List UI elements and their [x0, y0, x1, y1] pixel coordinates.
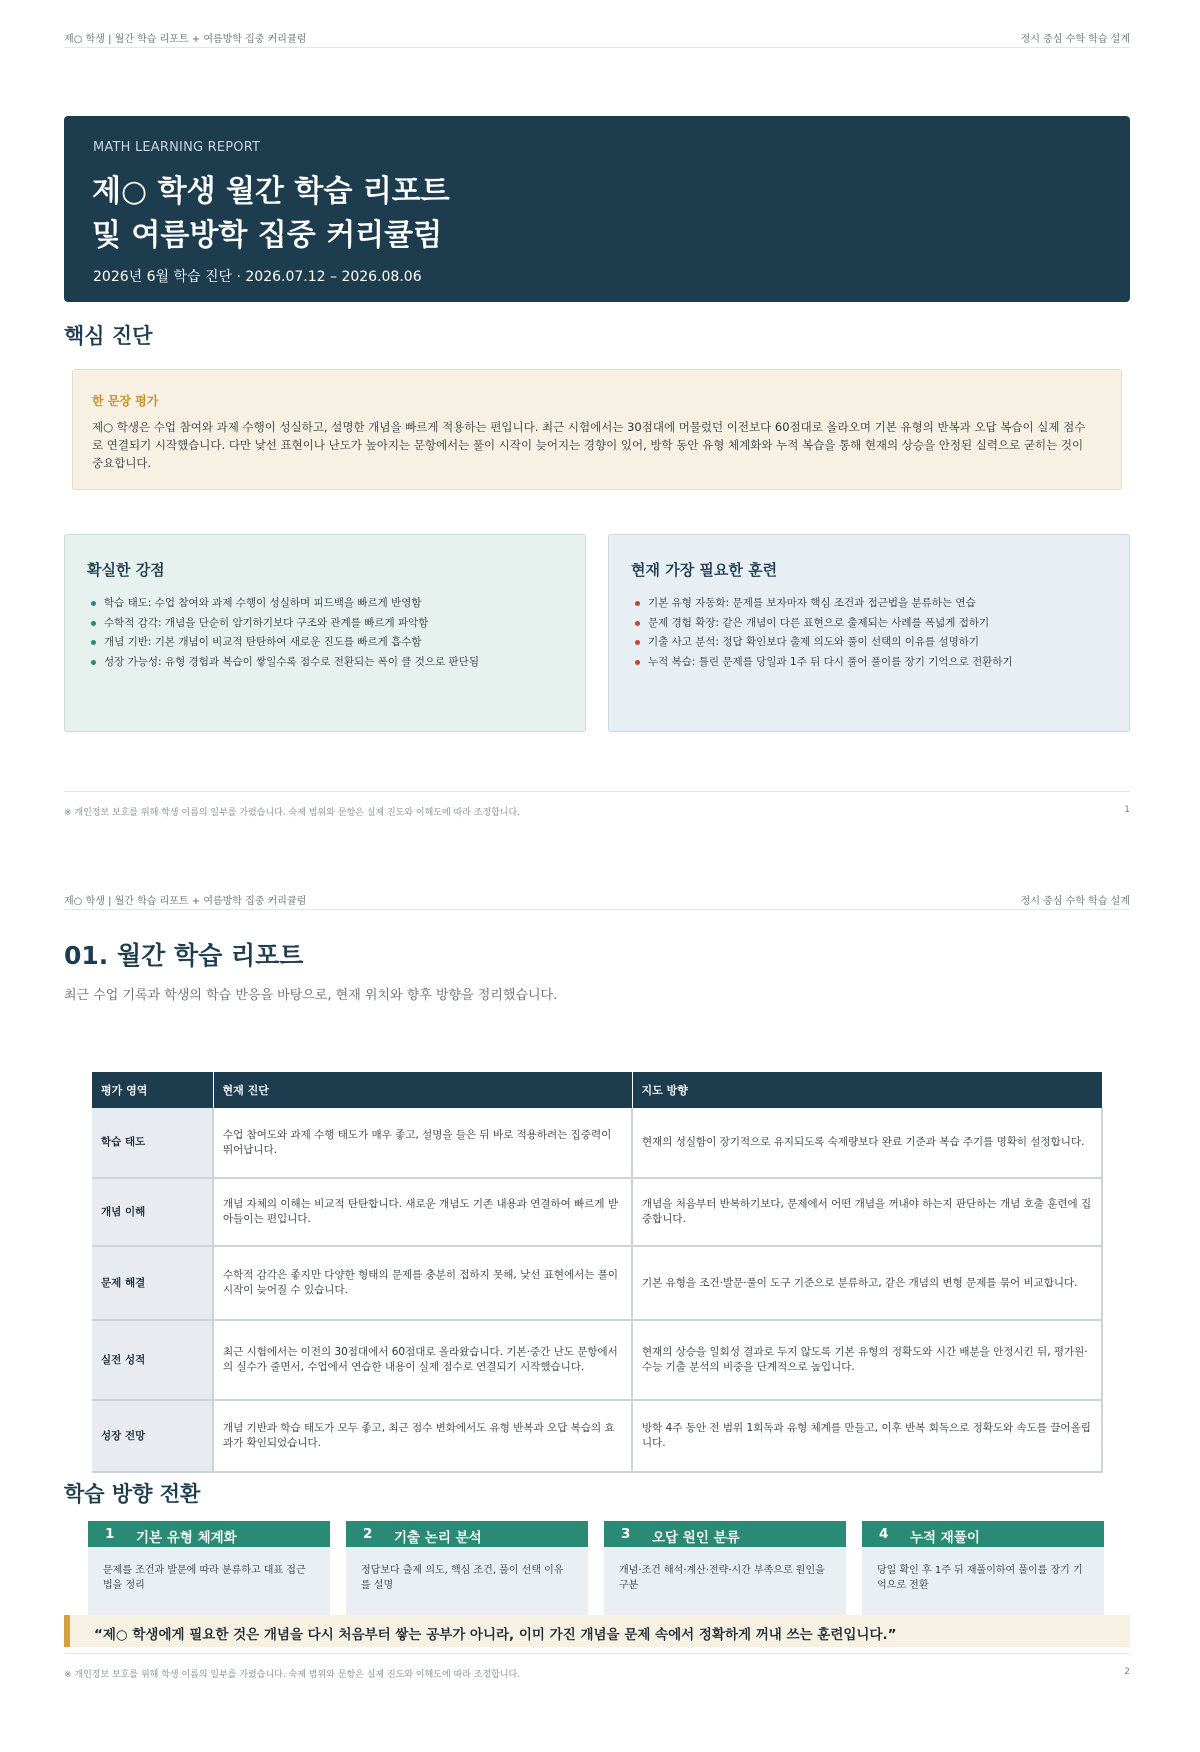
step-number: 2: [363, 1526, 373, 1542]
strength-text: 학습 태도: 수업 참여와 과제 수행이 성실하며 피드백을 빠르게 반영함: [104, 597, 422, 609]
strength-item: [91, 614, 571, 634]
column-header-area: 평가 영역: [92, 1072, 213, 1108]
table-row: [92, 1320, 1102, 1400]
strength-item: [91, 653, 571, 673]
strengths-list: [91, 594, 571, 672]
step-label: 기본 유형 체계화: [136, 1530, 237, 1546]
step-header: [88, 1521, 330, 1547]
diagnosis-cell: 수업 참여도와 과제 수행 태도가 매우 좋고, 설명을 들은 뒤 바로 적용하려는 집중력이 뛰어납니다.: [213, 1108, 632, 1178]
step-card-2: [346, 1521, 588, 1616]
bullet-dot-icon: [635, 621, 640, 626]
step-card-4: [862, 1521, 1104, 1616]
bullet-dot-icon: [91, 601, 96, 606]
bullet-dot-icon: [91, 640, 96, 645]
bullet-dot-icon: [635, 660, 640, 665]
privacy-note: ※ 개인정보 보호를 위해 학생 이름의 일부를 가렸습니다. 숙제 범위와 문항은 실제 진도와 이해도에 따라 조정합니다.: [64, 1670, 521, 1680]
hero-title-line-1: 제○ 학생 월간 학습 리포트: [92, 174, 450, 209]
area-cell: 문제 해결: [92, 1246, 213, 1320]
running-header-right: 정시 중심 수학 학습 설계: [1020, 34, 1130, 45]
bullet-dot-icon: [91, 621, 96, 626]
direction-cell: 개념을 처음부터 반복하기보다, 문제에서 어떤 개념을 꺼내야 하는지 판단하는 개념 호출 훈련에 집중합니다.: [632, 1178, 1102, 1246]
table-row: [92, 1178, 1102, 1246]
training-item: [635, 633, 1115, 653]
running-header-left: 제○ 학생 | 월간 학습 리포트 + 여름방학 집중 커리큘럼: [64, 896, 307, 907]
diagnosis-cell: 수학적 감각은 좋지만 다양한 형태의 문제를 충분히 접하지 못해, 낯선 표현에서는 풀이 시작이 늦어질 수 있습니다.: [213, 1246, 632, 1320]
diagnosis-cell: 최근 시험에서는 이전의 30점대에서 60점대로 올라왔습니다. 기본·중간 난도 문항에서의 실수가 줄면서, 수업에서 연습한 내용이 실제 점수로 연결되기 시작했습니다.: [213, 1320, 632, 1400]
area-cell: 학습 태도: [92, 1108, 213, 1178]
running-header: [64, 0, 1130, 48]
training-list: [635, 594, 1115, 672]
area-cell: 실전 성적: [92, 1320, 213, 1400]
strengths-card: [64, 534, 586, 732]
hero-banner: [64, 116, 1130, 302]
direction-cell: 기본 유형을 조건·발문·풀이 도구 기준으로 분류하고, 같은 개념의 변형 문제를 묶어 비교합니다.: [632, 1246, 1102, 1320]
verdict-body: 제○ 학생은 수업 참여와 과제 수행이 성실하고, 설명한 개념을 빠르게 적용하는 편입니다. 최근 시험에서는 30점대에 머물렀던 이전보다 60점대로 올라오며 기본 유형의 반복과 오답 복습이 실제 점수로 연결되기 시작했습니다. 다만 낯선 표현이나 난도가 높아지는 문항에서는 풀이 시작이 늦어지는 경향이 있어, 방학 동안 유형 체계화와 누적 복습을 통해 현재의 상승을 안정된 실력으로 굳히는 것이 중요합니다.: [92, 420, 1086, 470]
step-card-3: [604, 1521, 846, 1616]
running-header-left: 제○ 학생 | 월간 학습 리포트 + 여름방학 집중 커리큘럼: [64, 34, 307, 45]
step-number: 3: [621, 1526, 631, 1542]
running-footer-page-1: [64, 791, 1130, 821]
step-description: 정답보다 출제 의도, 핵심 조건, 풀이 선택 이유를 설명: [361, 1565, 564, 1591]
step-header: [346, 1521, 588, 1547]
bullet-dot-icon: [91, 660, 96, 665]
hero-title-line-2: 및 여름방학 집중 커리큘럼: [92, 218, 443, 253]
hero-eyebrow: MATH LEARNING REPORT: [93, 140, 261, 155]
direction-cell: 방학 4주 동안 전 범위 1회독과 유형 체계를 만들고, 이후 반복 회독으로 정확도와 속도를 끌어올립니다.: [632, 1400, 1102, 1472]
step-card-1: [88, 1521, 330, 1616]
step-label: 누적 재풀이: [910, 1530, 980, 1546]
monthly-report-title: 01. 월간 학습 리포트: [64, 941, 304, 970]
training-text: 문제 경험 확장: 같은 개념이 다른 표현으로 출제되는 사례를 폭넓게 접하기: [648, 616, 990, 629]
column-header-diagnosis: 현재 진단: [213, 1072, 632, 1108]
hero-subtitle: 2026년 6월 학습 진단 · 2026.07.12 – 2026.08.06: [93, 269, 422, 285]
step-description: 개념·조건 해석·계산·전략·시간 부족으로 원인을 구분: [619, 1565, 825, 1591]
training-title: 현재 가장 필요한 훈련: [631, 561, 778, 579]
strength-text: 수학적 감각: 개념을 단순히 암기하기보다 구조와 관계를 빠르게 파악함: [104, 616, 429, 629]
step-header: [862, 1521, 1104, 1547]
area-cell: 개념 이해: [92, 1178, 213, 1246]
strength-item: [91, 633, 571, 653]
training-text: 누적 복습: 틀린 문제를 당일과 1주 뒤 다시 풀어 풀이를 장기 기억으로 전환하기: [648, 655, 1013, 668]
verdict-box: [72, 369, 1122, 490]
strength-text: 성장 가능성: 유형 경험과 복습이 쌓일수록 점수로 전환되는 폭이 클 것으로 판단됨: [104, 655, 479, 668]
direction-cell: 현재의 성실함이 장기적으로 유지되도록 숙제량보다 완료 기준과 복습 주기를 명확히 설정합니다.: [632, 1108, 1102, 1178]
training-card: [608, 534, 1130, 732]
running-footer-page-2: [64, 1653, 1130, 1683]
column-header-direction: 지도 방향: [632, 1072, 1102, 1108]
table-row: [92, 1400, 1102, 1472]
diagnosis-cell: 개념 기반과 학습 태도가 모두 좋고, 최근 점수 변화에서도 유형 반복과 오답 복습의 효과가 확인되었습니다.: [213, 1400, 632, 1472]
direction-shift-title: 학습 방향 전환: [64, 1482, 201, 1506]
page-number: 2: [1124, 1667, 1130, 1677]
table-header-row: [92, 1072, 1102, 1108]
strengths-title: 확실한 강점: [87, 561, 165, 579]
monthly-report-table: [92, 1072, 1103, 1473]
area-cell: 성장 전망: [92, 1400, 213, 1472]
training-item: [635, 594, 1115, 614]
diagnosis-cell: 개념 자체의 이해는 비교적 탄탄합니다. 새로운 개념도 기존 내용과 연결하여 빠르게 받아들이는 편입니다.: [213, 1178, 632, 1246]
monthly-report-lede: 최근 수업 기록과 학생의 학습 반응을 바탕으로, 현재 위치와 향후 방향을 정리했습니다.: [64, 988, 558, 1003]
running-header: [64, 862, 1130, 910]
strength-item: [91, 594, 571, 614]
step-number: 1: [105, 1526, 115, 1542]
page-number: 1: [1124, 805, 1130, 815]
key-quote-text: “제○ 학생에게 필요한 것은 개념을 다시 처음부터 쌓는 공부가 아니라, 이미 가진 개념을 문제 속에서 정확하게 꺼내 쓰는 훈련입니다.”: [94, 1627, 897, 1643]
diagnosis-section-title: 핵심 진단: [64, 324, 153, 348]
step-number: 4: [879, 1526, 889, 1542]
table-row: [92, 1108, 1102, 1178]
key-quote: [64, 1615, 1130, 1647]
direction-cell: 현재의 상승을 일회성 결과로 두지 않도록 기본 유형의 정확도와 시간 배분을 안정시킨 뒤, 평가원·수능 기출 분석의 비중을 단계적으로 높입니다.: [632, 1320, 1102, 1400]
training-item: [635, 614, 1115, 634]
strength-text: 개념 기반: 기본 개념이 비교적 탄탄하여 새로운 진도를 빠르게 흡수함: [104, 636, 422, 648]
training-text: 기출 사고 분석: 정답 확인보다 출제 의도와 풀이 선택의 이유를 설명하기: [648, 636, 980, 648]
step-header: [604, 1521, 846, 1547]
training-item: [635, 653, 1115, 673]
running-header-right: 정시 중심 수학 학습 설계: [1020, 896, 1130, 907]
hero-title: [92, 170, 692, 258]
step-label: 오답 원인 분류: [652, 1530, 740, 1546]
verdict-label: 한 문장 평가: [92, 394, 159, 408]
bullet-dot-icon: [635, 601, 640, 606]
step-description: 당일 확인 후 1주 뒤 재풀이하여 풀이를 장기 기억으로 전환: [877, 1565, 1083, 1591]
table-row: [92, 1246, 1102, 1320]
bullet-dot-icon: [635, 640, 640, 645]
step-description: 문제를 조건과 발문에 따라 분류하고 대표 접근법을 정리: [103, 1565, 306, 1591]
training-text: 기본 유형 자동화: 문제를 보자마자 핵심 조건과 접근법을 분류하는 연습: [648, 597, 976, 609]
privacy-note: ※ 개인정보 보호를 위해 학생 이름의 일부를 가렸습니다. 숙제 범위와 문항은 실제 진도와 이해도에 따라 조정합니다.: [64, 808, 521, 818]
step-label: 기출 논리 분석: [394, 1530, 482, 1546]
